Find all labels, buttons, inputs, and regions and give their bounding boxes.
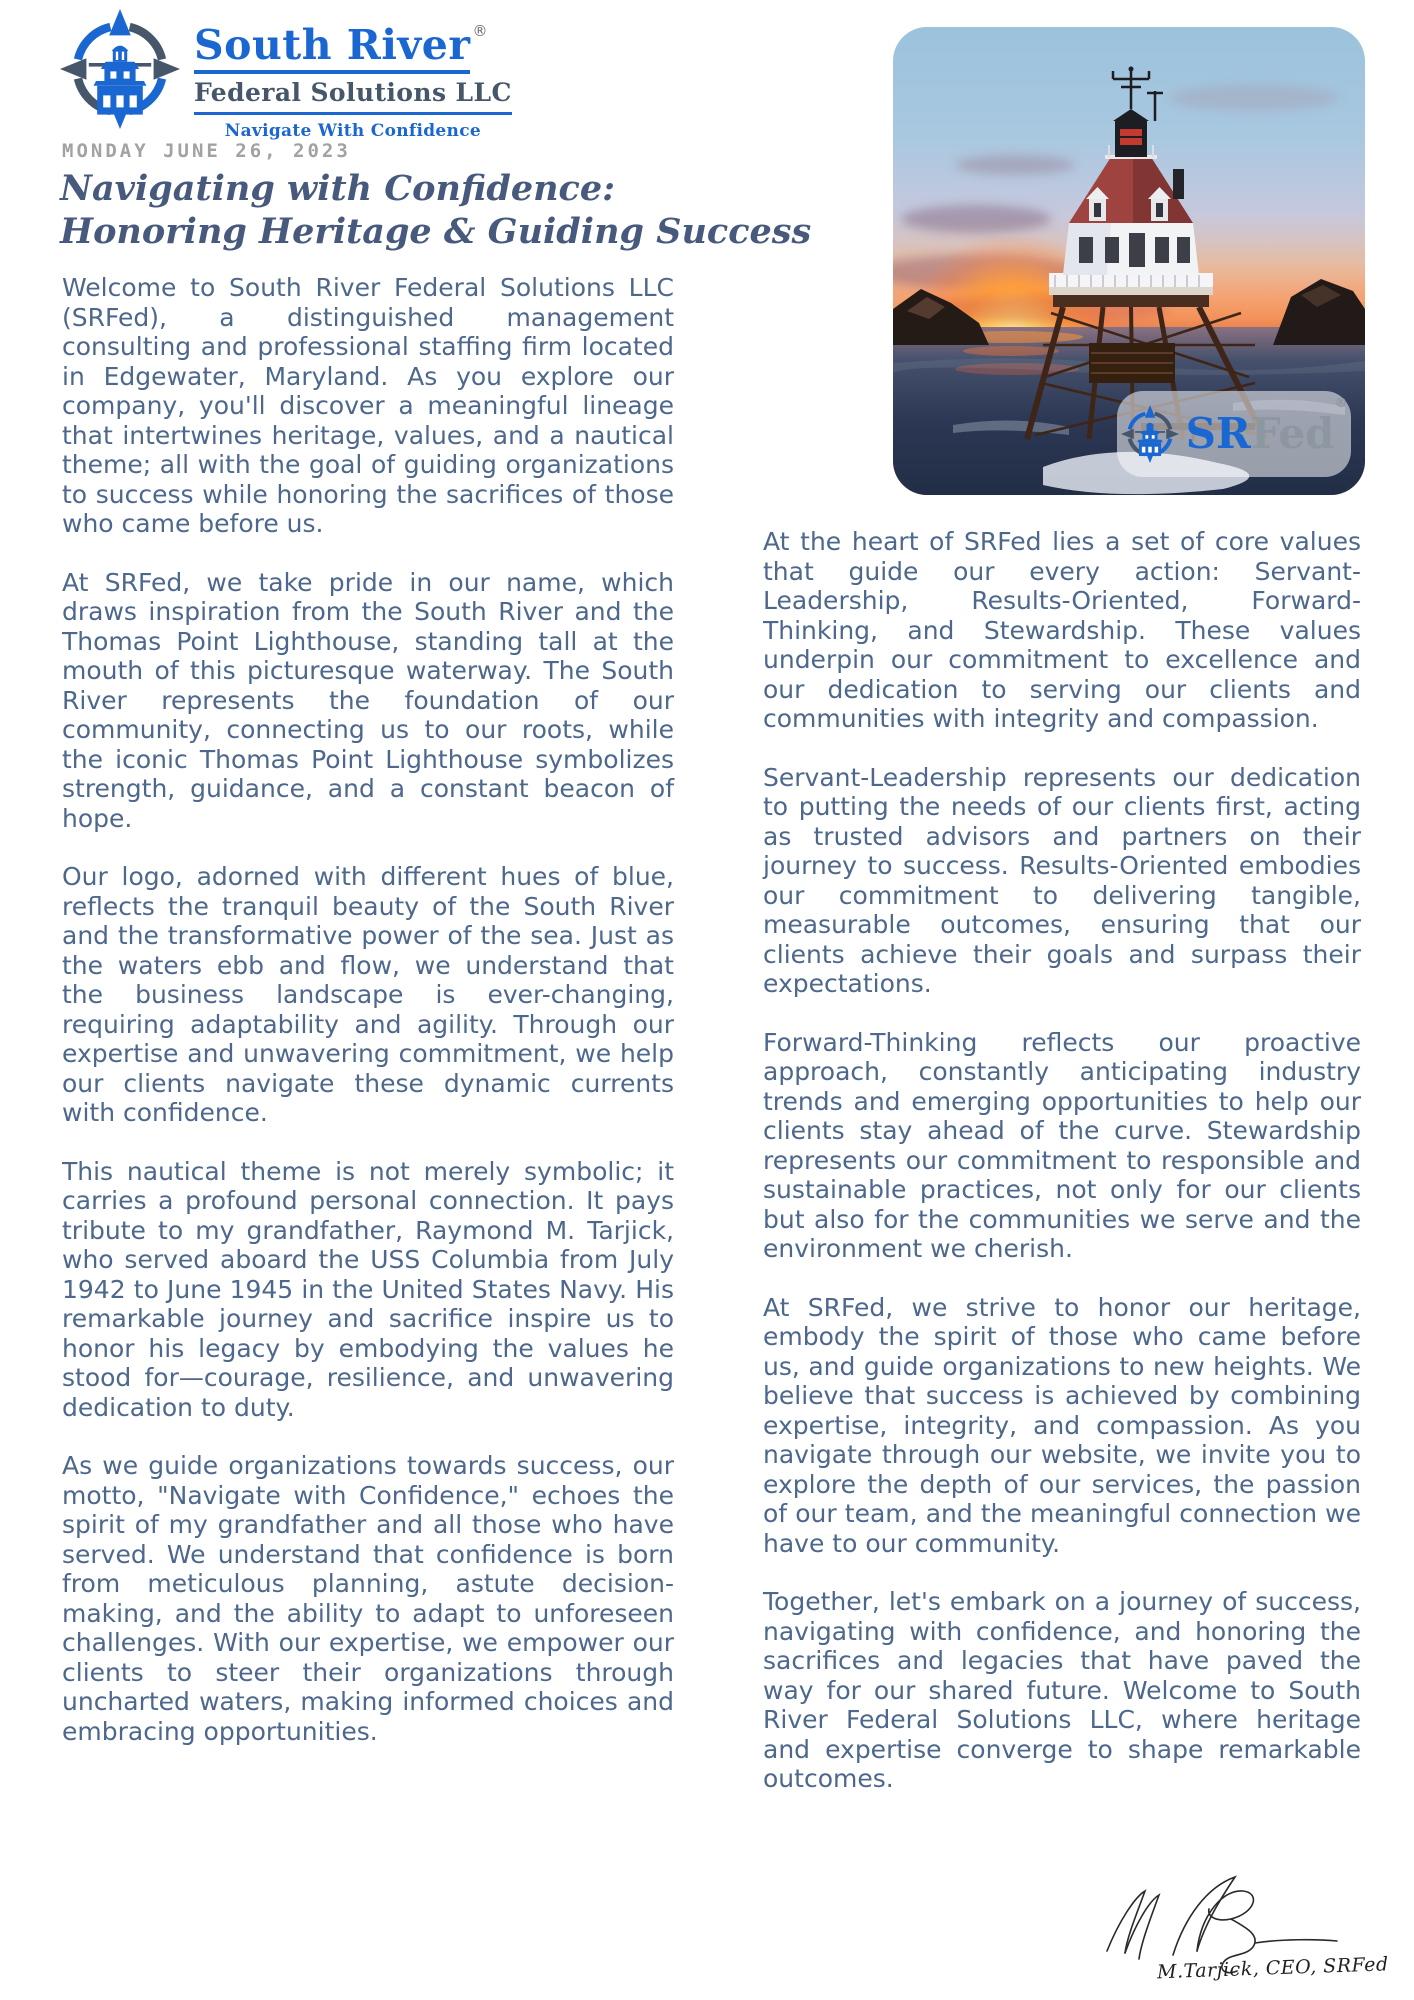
signature-block <box>1085 1855 1405 1995</box>
brand-header <box>60 8 512 141</box>
paragraph: This nautical theme is not merely symbolic; it carries a profound personal connection. It pays tribute to my grandfather, Raymond M. Tarjick, who served aboard the USS Columbia from July 1942 to June 1945 in the United States Navy. His remarkable journey and sacrifice inspire us to honor his legacy by embodying the values he stood for—courage, resilience, and unwavering dedication to duty. <box>62 1156 674 1422</box>
watermark-fed: Fed <box>1250 409 1335 458</box>
article-title-line1: Navigating with Confidence: <box>60 168 616 209</box>
registered-mark: ® <box>472 22 488 40</box>
paragraph: Welcome to South River Federal Solutions LLC (SRFed), a distinguished management consulting and professional staffing firm located in Edgewater, Maryland. As you explore our company, you'll discover a meaningful lineage that intertwines heritage, values, and a nautical theme; all with the goal of guiding organizations to success while honoring the sacrifices of those who came before us. <box>62 273 674 538</box>
lighthouse-photo <box>893 27 1365 495</box>
watermark-sr: SR <box>1185 409 1251 458</box>
article-date: MONDAY JUNE 26, 2023 <box>62 140 351 162</box>
brand-text <box>194 8 512 141</box>
paragraph: At the heart of SRFed lies a set of core values that guide our every action: Servant-Leadership, Results-Oriented, Forward-Thinking, and Stewardship. These values underpin our commitment to excellence and our dedication to serving our clients and communities with integrity and compassion. <box>763 527 1361 733</box>
watermark-registered-mark: ® <box>1334 396 1348 411</box>
paragraph: At SRFed, we strive to honor our heritage, embody the spirit of those who came before us, and guide organizations to new heights. We believe that success is achieved by combining expertise, integrity, and compassion. As you navigate through our website, we invite you to explore the depth of our services, the passion of our team, and the meaningful connection we have to our community. <box>763 1292 1361 1558</box>
watermark-badge <box>1117 391 1351 477</box>
paragraph: Forward-Thinking reflects our proactive approach, constantly anticipating industry trends and emerging opportunities to help our clients stay ahead of the curve. Stewardship represents our commitment to responsible and sustainable practices, not only for our clients but also for the communities we serve and the environment we cherish. <box>763 1027 1361 1263</box>
left-column <box>62 273 674 1775</box>
article-title <box>60 168 811 253</box>
paragraph: Together, let's embark on a journey of success, navigating with confidence, and honoring the sacrifices and legacies that have paved the way for our shared future. Welcome to South River Federal Solutions LLC, where heritage and expertise converge to shape remarkable outcomes. <box>763 1587 1361 1793</box>
paragraph: As we guide organizations towards success, our motto, "Navigate with Confidence," echoes the spirit of my grandfather and all those who have served. We understand that confidence is born from meticulous planning, astute decision-making, and the ability to adapt to unforeseen challenges. With our expertise, we empower our clients to steer their organizations through uncharted waters, making informed choices and embracing opportunities. <box>62 1451 674 1746</box>
watermark-text <box>1185 396 1348 458</box>
brand-subtitle: Federal Solutions LLC <box>194 78 512 115</box>
paragraph: Our logo, adorned with different hues of blue, reflects the tranquil beauty of the South River and the transformative power of the sea. Just as the waters ebb and flow, we understand that the business landscape is ever-changing, requiring adaptability and agility. Through our expertise and unwavering commitment, we help our clients navigate these dynamic currents with confidence. <box>62 862 674 1127</box>
article-title-line2: Honoring Heritage & Guiding Success <box>60 210 812 252</box>
compass-lighthouse-logo-icon <box>1121 405 1179 463</box>
paragraph: At SRFed, we take pride in our name, which draws inspiration from the South River and the Thomas Point Lighthouse, standing tall at the mouth of this picturesque waterway. The South River represents the foundation of our community, connecting us to our roots, while the iconic Thomas Point Lighthouse symbolizes strength, guidance, and a constant beacon of hope. <box>62 567 674 833</box>
right-column <box>763 527 1361 1823</box>
brand-tagline: Navigate With Confidence <box>224 121 481 142</box>
signature-caption: M.Tarjick, CEO, SRFed <box>1156 1953 1389 1984</box>
brand-title: South River <box>194 24 470 74</box>
compass-lighthouse-logo-icon <box>60 8 180 130</box>
paragraph: Servant-Leadership represents our dedication to putting the needs of our clients first, acting as trusted advisors and partners on their journey to success. Results-Oriented embodies our commitment to delivering tangible, measurable outcomes, ensuring that our clients achieve their goals and surpass their expectations. <box>763 762 1361 998</box>
